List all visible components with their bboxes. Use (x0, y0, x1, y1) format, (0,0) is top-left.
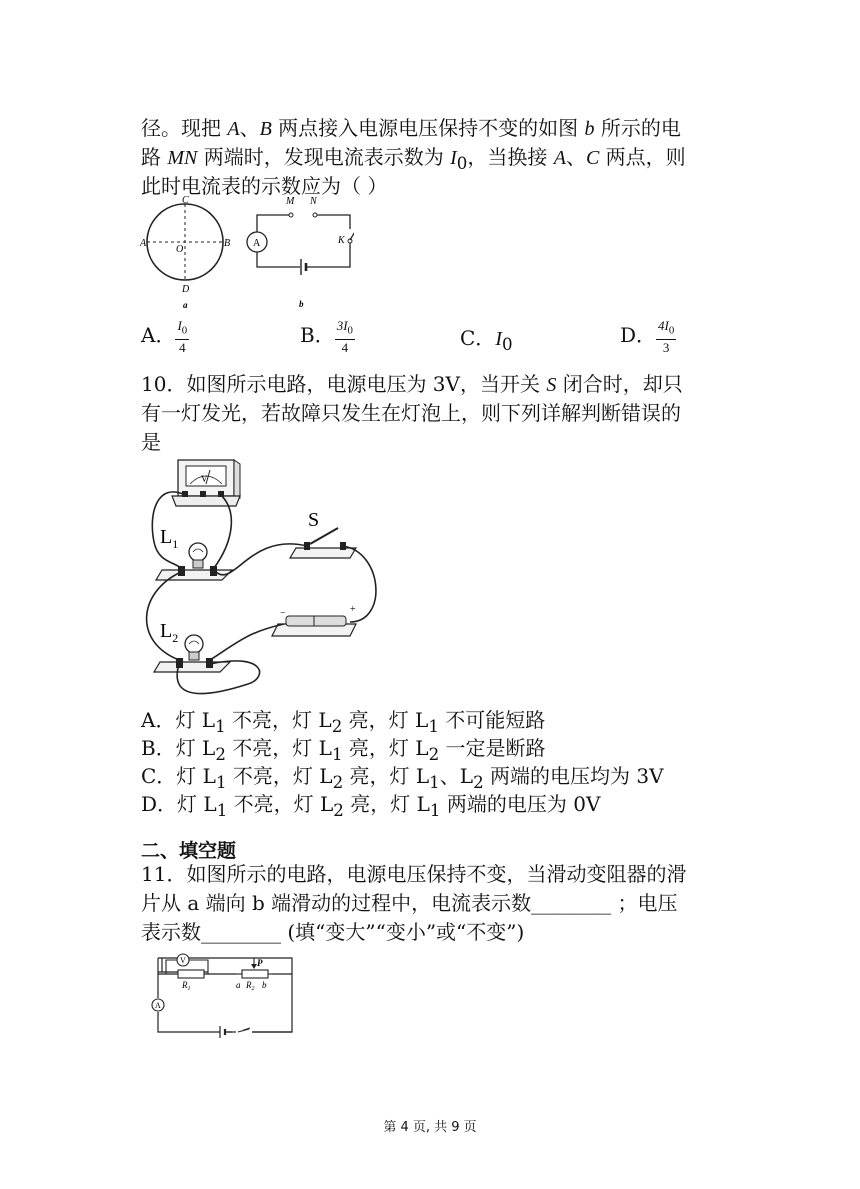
label-l2: $L_2$ (160, 620, 179, 645)
b-label: b (262, 980, 267, 990)
switch-k (350, 230, 354, 240)
p-label: P (257, 958, 263, 968)
voltmeter-label: V (201, 474, 208, 484)
label-b: B (224, 238, 231, 249)
voltmeter (172, 460, 240, 506)
label-d: D (182, 284, 190, 295)
rheostat-r2 (242, 970, 268, 978)
q10-line-2: 有一灯发光，若故障只发生在灯泡上，则下列详解判断错误的 (141, 401, 681, 425)
label-l1: $L_1$ (160, 526, 179, 551)
q11-line-2[interactable]: 片从 a 端向 b 端滑动的过程中，电流表示数________ ；电压 (141, 891, 678, 915)
ammeter-label: A (253, 238, 261, 249)
label-k: K (338, 235, 345, 246)
q9-line-2: 路 MN 两端时，发现电流表示数为 $I_0$，当换接 A、C 两点，则 (141, 145, 686, 173)
q10-line-3: 是 (141, 430, 161, 454)
caption-a: a (183, 300, 188, 310)
r2-label: $R_2$ (246, 980, 255, 992)
q9-option-b[interactable]: B． $\frac{3I_0}{4}$ (300, 318, 353, 355)
q9-option-a[interactable]: A． $\frac{I_0}{4}$ (141, 318, 188, 355)
switch-s (290, 528, 356, 558)
r1-label: $R_1$ (182, 980, 191, 992)
page-footer: 第 4 页, 共 9 页 (383, 1120, 477, 1135)
q9-option-c[interactable]: C．$I_0$ (460, 326, 513, 354)
label-o: O (176, 244, 184, 255)
q9-line-3: 此时电流表的示数应为（ ） (141, 174, 388, 198)
q10-option-c[interactable]: C．灯 $L_1$ 不亮，灯 $L_2$ 亮，灯 $L_1$、$L_2$ 两端的电压均为 3V (141, 764, 664, 792)
v-label: V (180, 956, 186, 965)
label-c: C (182, 196, 189, 206)
q9-option-d[interactable]: D． $\frac{4I_0}{3}$ (620, 318, 675, 355)
q11-line-1: 11．如图所示的电路，电源电压保持不变，当滑动变阻器的滑 (141, 862, 687, 886)
battery-pack (272, 604, 356, 636)
resistor-r1 (178, 970, 204, 978)
plus-label: + (350, 604, 356, 615)
a-label: a (236, 980, 241, 990)
q11-figure (146, 950, 300, 1042)
label-m: M (286, 196, 295, 207)
q11-line-3[interactable]: 表示数________ (填“变大”“变小”或“不变”) (141, 920, 525, 944)
label-s: S (308, 509, 320, 531)
q10-line-1: 10．如图所示电路，电源电压为 3V，当开关 S 闭合时，却只 (141, 372, 683, 396)
label-a: A (140, 238, 147, 249)
section-heading: 二、填空题 (141, 840, 237, 862)
caption-b: b (299, 299, 304, 309)
a-meter-label: A (155, 1001, 161, 1010)
q9-figure-b (242, 193, 354, 313)
q10-figure (138, 452, 388, 702)
minus-label: − (280, 608, 286, 619)
q10-option-a[interactable]: A．灯 $L_1$ 不亮，灯 $L_2$ 亮，灯 $L_1$ 不可能短路 (141, 708, 546, 736)
q10-option-b[interactable]: B．灯 $L_2$ 不亮，灯 $L_1$ 亮，灯 $L_2$ 一定是断路 (141, 736, 546, 764)
q9-figure-a (138, 196, 244, 314)
q9-line-1: 径。现把 A、B 两点接入电源电压保持不变的如图 b 所示的电 (141, 116, 681, 140)
q10-option-d[interactable]: D．灯 $L_1$ 不亮，灯 $L_2$ 亮，灯 $L_1$ 两端的电压为 0V (141, 792, 601, 820)
label-n: N (310, 196, 317, 207)
